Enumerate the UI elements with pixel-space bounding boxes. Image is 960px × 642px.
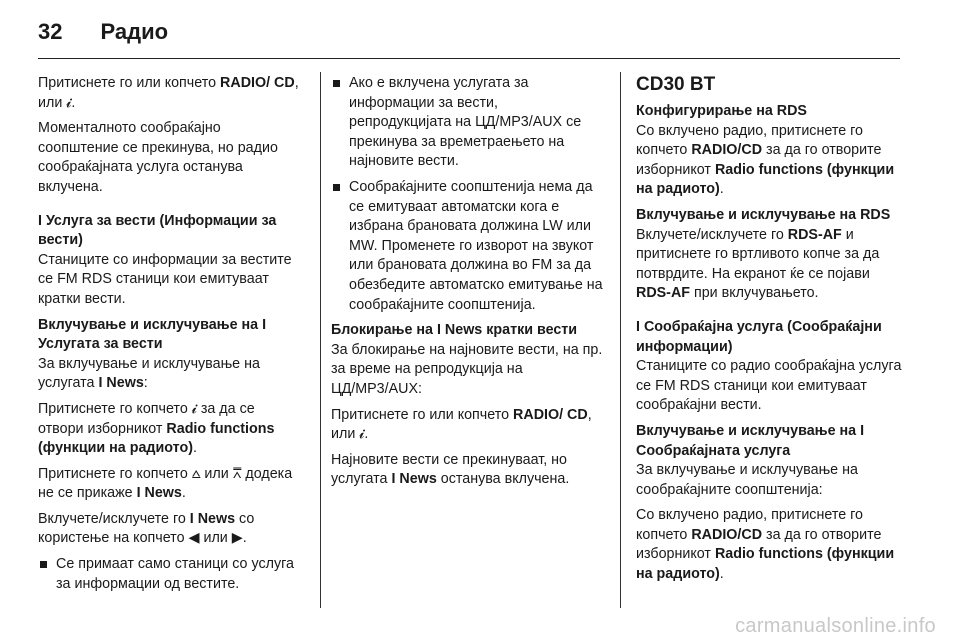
section-title: CD30 BT — [636, 74, 716, 95]
bullet-list — [331, 74, 603, 315]
list-item: Сообраќајните соопштенија нема да се емитуваат автоматски кога е избрана брановата должина LW или MW. Променете го изворот на звукот или брановата должина во FM за да обезбедите автоматско емитување на сообраќајните соопштенија. — [331, 178, 603, 315]
info-button-icon: 𝓲 — [66, 94, 72, 111]
column-2 — [331, 74, 603, 496]
column-1 — [38, 74, 304, 600]
seek-up-icon: ⩟ — [191, 465, 201, 482]
info-button-icon: 𝓲 — [191, 400, 197, 417]
seek-down-icon: ⩞ — [232, 465, 242, 482]
watermark: carmanualsonline.info — [735, 615, 936, 637]
paragraph: Притиснете го или копчето RADIO/ CD, или 𝓲. — [331, 406, 592, 443]
section-heading: I Услуга за вести (Информации за вести) — [38, 212, 277, 249]
section-heading: Вклучување и исклучување на I Услугата за вести — [38, 316, 267, 353]
paragraph: Со вклучено радио, притиснете го копчето RADIO/CD за да го отворите изборникот Radio functions (функции на радиото). — [636, 507, 895, 583]
paragraph: Притиснете го копчето ⩟ или ⩞ додека не се прикаже I News. — [38, 465, 293, 502]
section-heading: Вклучување и исклучување на I Сообраќајната услуга — [636, 422, 865, 459]
column-divider — [620, 72, 621, 608]
section-heading: I Сообраќајна услуга (Сообраќајни информации) — [636, 318, 882, 355]
column-3 — [636, 74, 902, 591]
list-item: Ако е вклучена услугата за информации за вести, репродукцијата на ЦД/MP3/AUX се прекинува за времетраењето на најновите вести. — [331, 74, 603, 172]
paragraph: За вклучување и исклучување на сообраќајните соопштенија: — [636, 462, 858, 498]
paragraph: Вклучете/исклучете го I News со користење на копчето ◀ или ▶. — [38, 510, 255, 547]
paragraph: Притиснете го или копчето RADIO/ CD, или 𝓲. — [38, 75, 299, 111]
list-item: Се примаат само станици со услуга за информации од вестите. — [38, 555, 304, 594]
page-number: 32 — [38, 19, 63, 44]
section-heading: Конфигурирање на RDS — [636, 103, 807, 119]
paragraph: За вклучување и исклучување на услугата I News: — [38, 355, 260, 392]
paragraph: За блокирање на најновите вести, на пр. за време на репродукција на ЦД/MP3/AUX: — [331, 341, 603, 397]
paragraph: Моменталното сообраќајно соопштение се прекинува, но радио сообраќајната услуга останува вклучена. — [38, 120, 278, 195]
paragraph: Најновите вести се прекинуваат, но услугата I News останува вклучена. — [331, 451, 570, 488]
info-button-icon: 𝓲 — [359, 426, 365, 443]
paragraph: Станиците со информации за вестите се FM RDS станици кои емитуваат кратки вести. — [38, 251, 292, 307]
paragraph: Со вклучено радио, притиснете го копчето RADIO/CD за да го отворите изборникот Radio functions (функции на радиото). — [636, 122, 895, 198]
paragraph: Станиците со радио сообраќајна услуга се FM RDS станици кои емитуваат сообраќајни вести. — [636, 358, 902, 414]
paragraph: Вклучете/исклучете го RDS-AF и притиснете го вртливото копче за да потврдите. На екранот ќе се појави RDS-AF при вклучувањето. — [636, 226, 880, 302]
page-title: Радио — [100, 19, 169, 44]
column-divider — [320, 72, 321, 608]
header-rule — [38, 58, 900, 59]
page-header — [38, 14, 900, 50]
paragraph: Притиснете го копчето 𝓲 за да се отвори изборникот Radio functions (функции на радиото). — [38, 400, 275, 457]
section-heading: Вклучување и исклучување на RDS — [636, 206, 891, 223]
section-heading: Блокирање на I News кратки вести — [331, 322, 578, 339]
bullet-list — [38, 555, 304, 594]
